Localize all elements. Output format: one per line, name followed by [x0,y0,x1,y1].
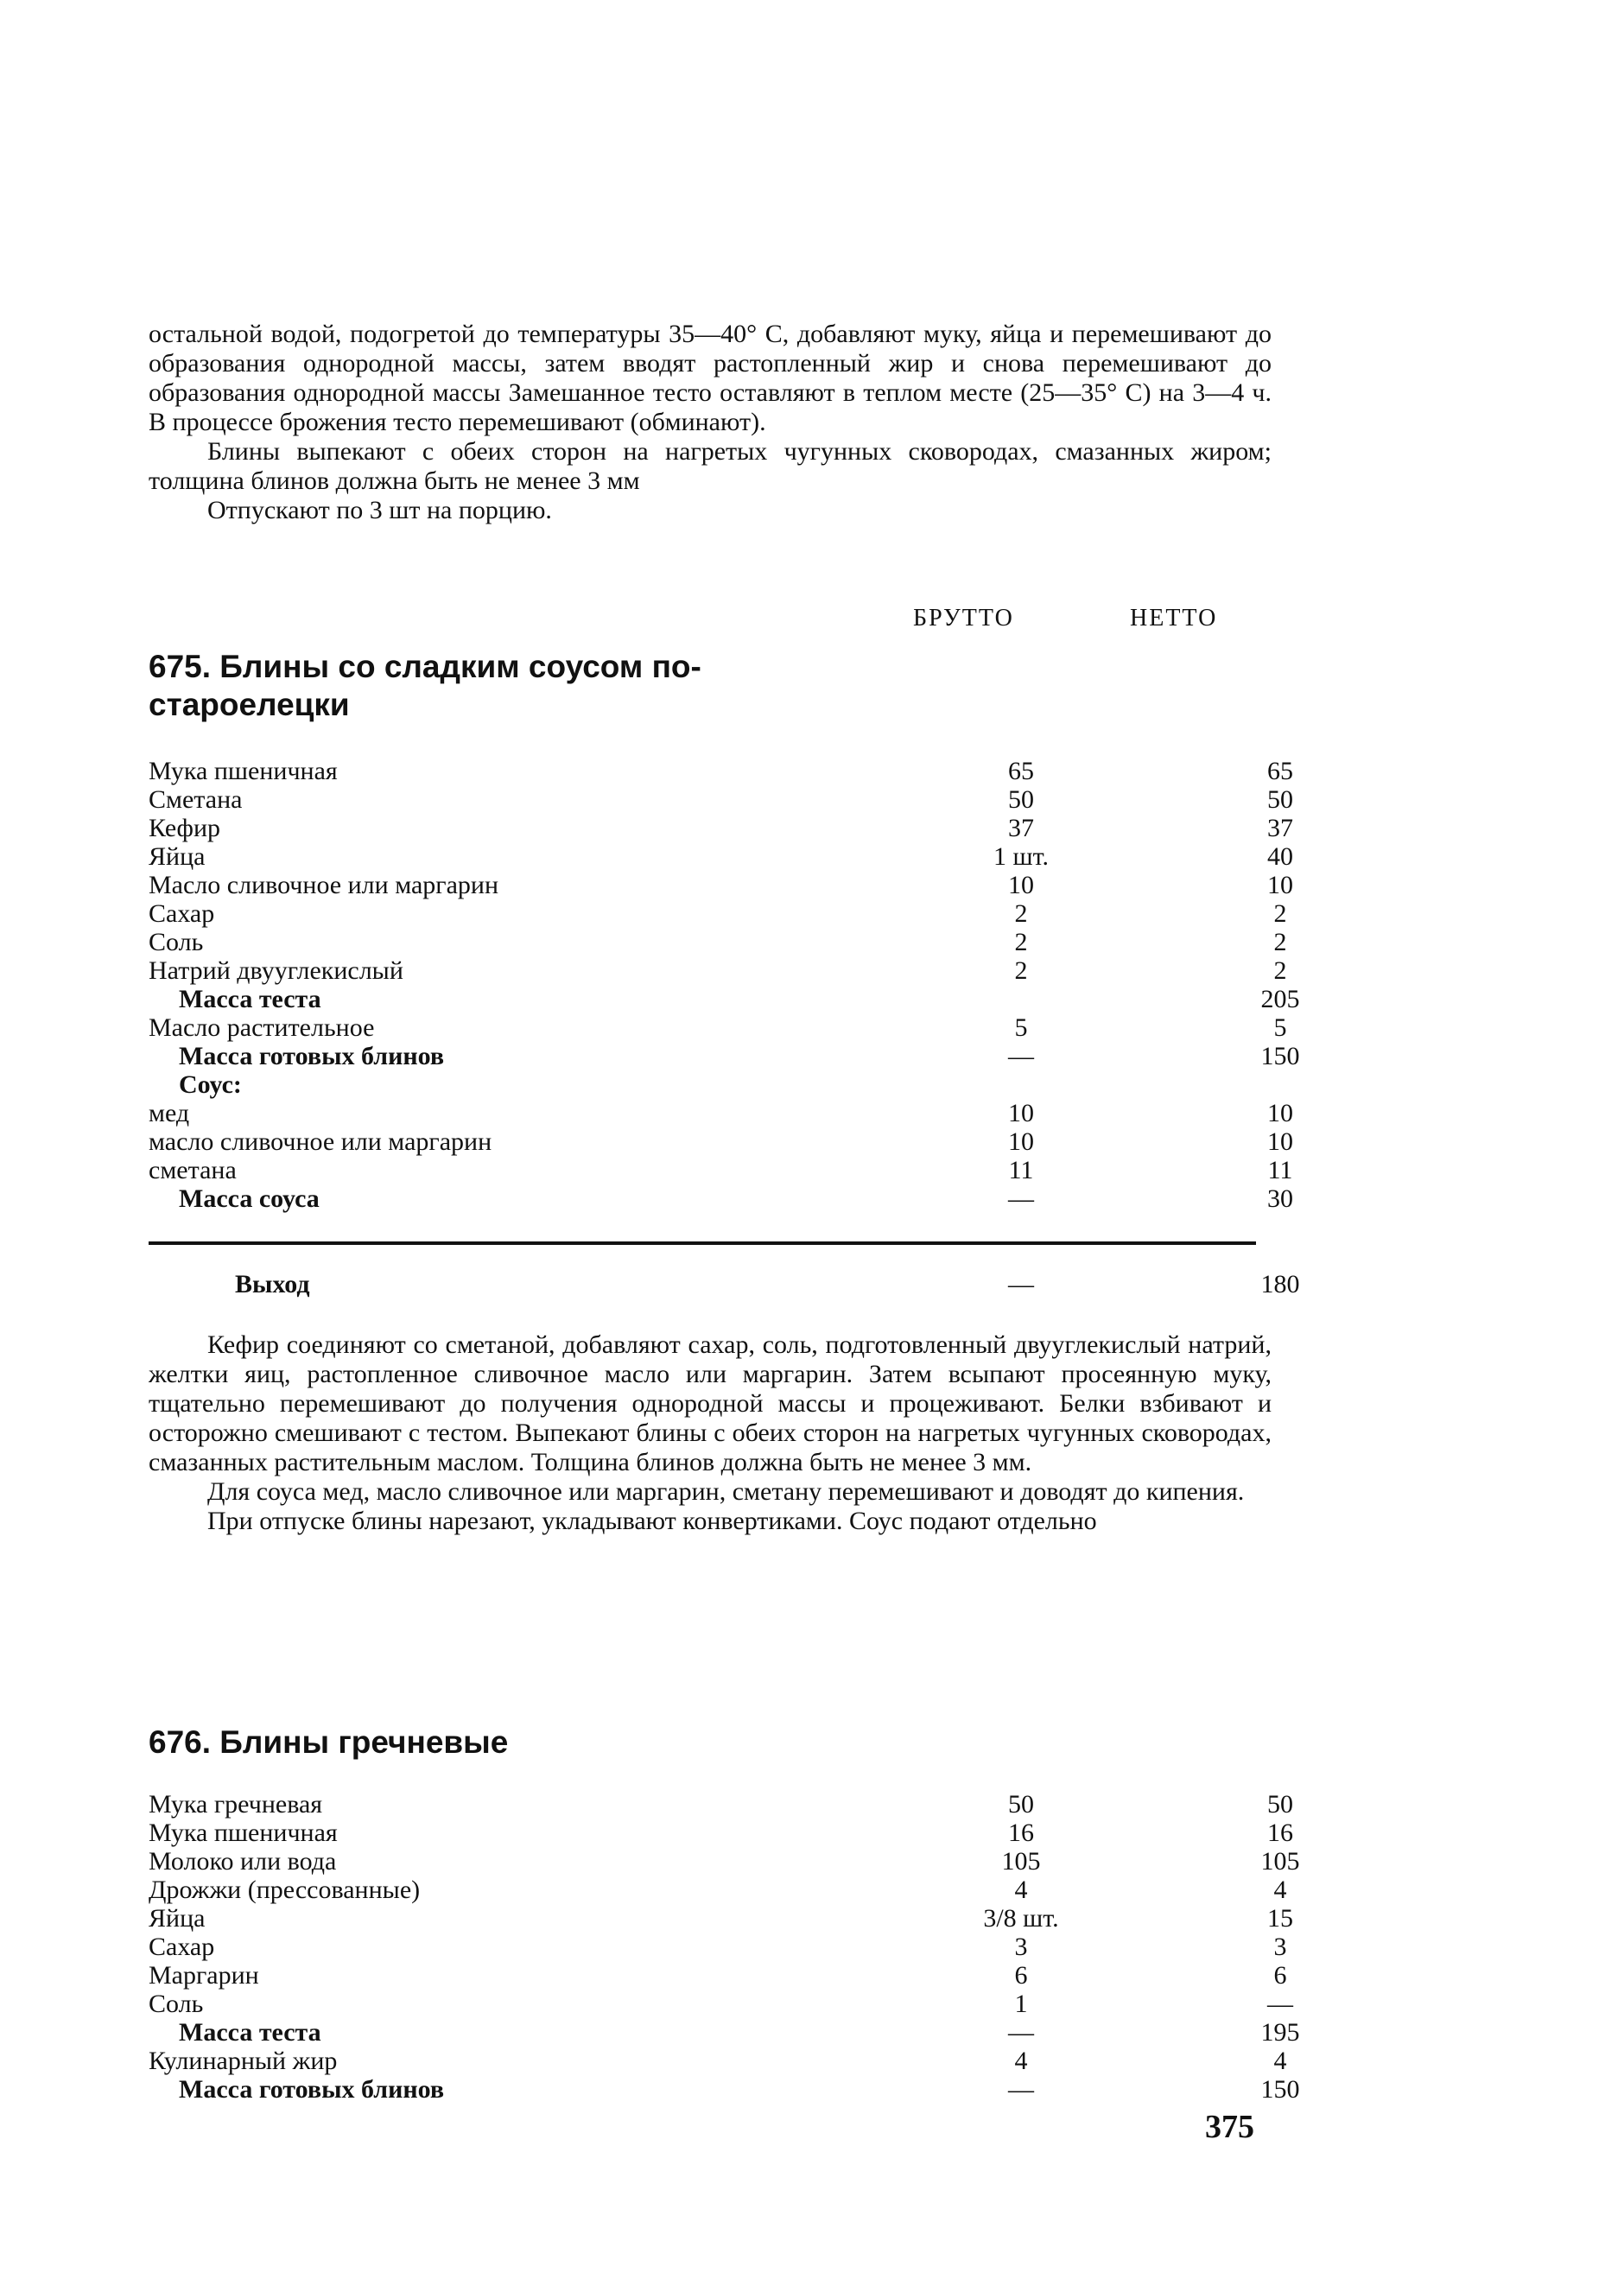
table-row [149,1990,1293,2018]
brutto-header: БРУТТО [913,605,1014,632]
netto-value: 10 [1267,871,1293,899]
netto-value: 16 [1267,1819,1293,1847]
ingredient-name: Соль [149,1990,204,2018]
intro-paragraph-2: Блины выпекают с обеих сторон на нагретых чугунных сковородах, смазанных жиром; толщина блинов должна быть не менее 3 мм [149,437,1272,495]
netto-value: 4 [1273,1876,1287,1904]
ingredient-name: Кулинарный жир [149,2047,338,2075]
table-row [149,1790,1293,1819]
brutto-value: 65 [1008,757,1034,785]
brutto-value: 10 [1008,1127,1034,1156]
intro-paragraph-1: остальной водой, подогретой до температуры 35—40° С, добавляют муку, яйца и перемешивают до образования однородной массы, затем вводят растопленный жир и снова перемешивают до образования однородной массы Замешанное тесто оставляют в теплом месте (25—35° С) на 3—4 ч. В процессе брожения тесто перемешивают (обминают). [149,320,1272,436]
brutto-value: 2 [1014,956,1028,985]
ingredient-name: Масло сливочное или маргарин [149,871,499,899]
recipe-676-title-block [149,1724,1272,1762]
netto-value: — [1267,1990,1293,2018]
brutto-value: 4 [1014,1876,1028,1904]
yield-netto: 180 [1260,1270,1300,1298]
table-row [149,1042,1300,1070]
table-row [149,1184,1293,1213]
table-row [149,1961,1287,1990]
table-row [149,1847,1300,1876]
ingredient-name: Сахар [149,899,215,928]
netto-value: 195 [1260,2018,1300,2047]
yield-brutto: — [1008,1270,1034,1298]
ingredient-name: Соль [149,928,204,956]
netto-value: 2 [1273,928,1287,956]
brutto-value: 50 [1008,785,1034,814]
recipe-676-table [149,1790,1300,2104]
brutto-value: — [1008,2075,1034,2104]
netto-value: 15 [1267,1904,1293,1933]
netto-value: 50 [1267,1790,1293,1819]
brutto-value: 105 [1001,1847,1041,1876]
brutto-value: 2 [1014,928,1028,956]
yield-row [149,1270,1300,1305]
ingredient-name: Мука гречневая [149,1790,323,1819]
table-row [149,1876,1287,1904]
brutto-value: 37 [1008,814,1034,842]
subtotal-label: Масса готовых блинов [179,2075,445,2104]
netto-value: 40 [1267,842,1293,871]
brutto-value: — [1008,1184,1034,1213]
description-paragraph-2: Для соуса мед, масло сливочное или маргарин, сметану перемешивают и доводят до кипения. [207,1477,1245,1506]
brutto-value: 3/8 шт. [983,1904,1059,1933]
netto-value: 2 [1273,899,1287,928]
netto-value: 2 [1273,956,1287,985]
ingredient-name: Масло растительное [149,1013,375,1042]
brutto-value: 16 [1008,1819,1034,1847]
ingredient-name: Яйца [149,842,206,871]
intro-text [149,320,1272,525]
netto-value: 10 [1267,1127,1293,1156]
intro-paragraph-3: Отпускают по 3 шт на порцию. [207,496,552,524]
subtotal-label: Масса теста [179,2018,321,2047]
ingredient-name: Мука пшеничная [149,757,338,785]
table-row [149,1819,1293,1847]
table-row [149,1013,1287,1042]
description-paragraph-1: Кефир соединяют со сметаной, добавляют сахар, соль, подготовленный двууглекислый натрий, желтки яиц, растопленное сливочное масло или маргарин. Затем всыпают просеянную муку, тщательно перемешивают до получения однородной массы и процеживают. Белки взбивают и осторожно смешивают с тестом. Выпекают блины с обеих сторон на нагретых чугунных сковородах, смазанных растительным маслом. Толщина блинов должна быть не менее 3 мм. [149,1330,1272,1476]
netto-value: 37 [1267,814,1293,842]
description-paragraph-3: При отпуске блины нарезают, укладывают конвертиками. Соус подают отдельно [207,1507,1097,1535]
netto-value: 65 [1267,757,1293,785]
subtotal-label: Масса теста [179,985,321,1013]
brutto-value: 11 [1008,1156,1034,1184]
netto-value: 150 [1260,1042,1300,1070]
table-row [149,2075,1300,2104]
brutto-value: — [1008,2018,1034,2047]
section-label: Соус: [179,1070,242,1099]
subtotal-label: Масса соуса [179,1184,320,1213]
netto-value: 6 [1273,1961,1287,1990]
brutto-value: 3 [1014,1933,1028,1961]
brutto-value: 2 [1014,899,1028,928]
netto-value: 30 [1267,1184,1293,1213]
recipe-675-title: 675. Блины со сладким соусом по-староелецки [149,649,701,722]
netto-value: 11 [1267,1156,1293,1184]
netto-value: 50 [1267,785,1293,814]
table-row [149,785,1293,814]
netto-value: 5 [1273,1013,1287,1042]
ingredient-name: Яйца [149,1904,206,1933]
recipe-675-title-block [149,648,857,724]
table-row [149,985,1300,1013]
netto-value: 3 [1273,1933,1287,1961]
table-row [149,956,1287,985]
netto-header: НЕТТО [1130,605,1218,632]
table-row [149,1156,1293,1184]
ingredient-name: Дрожжи (прессованные) [149,1876,421,1904]
table-row [149,2018,1300,2047]
netto-value: 205 [1260,985,1300,1013]
table-row [149,1127,1293,1156]
brutto-value: 6 [1014,1961,1028,1990]
table-row [149,814,1293,842]
netto-value: 4 [1273,2047,1287,2075]
brutto-value: — [1008,1042,1034,1070]
ingredient-name: Мука пшеничная [149,1819,338,1847]
table-row [149,871,1293,899]
table-row [149,1099,1293,1127]
ingredient-name: Кефир [149,814,221,842]
brutto-value: 50 [1008,1790,1034,1819]
brutto-value: 5 [1014,1013,1028,1042]
table-divider [149,1241,1256,1245]
page-number: 375 [1205,2109,1254,2145]
recipe-675-table [149,757,1300,1213]
table-row [149,757,1293,785]
brutto-value: 1 [1014,1990,1028,2018]
netto-value: 150 [1260,2075,1300,2104]
table-row [149,1070,1272,1099]
table-row [149,928,1287,956]
recipe-676-title: 676. Блины гречневые [149,1724,509,1760]
ingredient-name: Натрий двууглекислый [149,956,403,985]
ingredient-name: масло сливочное или маргарин [149,1127,492,1156]
netto-value: 10 [1267,1099,1293,1127]
ingredient-name: Маргарин [149,1961,259,1990]
ingredient-name: Сахар [149,1933,215,1961]
brutto-value: 4 [1014,2047,1028,2075]
netto-value: 105 [1260,1847,1300,1876]
brutto-value: 10 [1008,1099,1034,1127]
ingredient-name: сметана [149,1156,237,1184]
ingredient-name: Сметана [149,785,243,814]
table-row [149,1933,1287,1961]
brutto-value: 10 [1008,871,1034,899]
yield-label: Выход [235,1270,310,1298]
subtotal-label: Масса готовых блинов [179,1042,445,1070]
ingredient-name: мед [149,1099,190,1127]
table-row [149,2047,1287,2075]
table-row [149,842,1293,871]
table-row [149,899,1287,928]
brutto-value: 1 шт. [993,842,1049,871]
recipe-675-description [149,1330,1272,1536]
table-row [149,1904,1293,1933]
column-headers [0,605,1624,639]
ingredient-name: Молоко или вода [149,1847,337,1876]
